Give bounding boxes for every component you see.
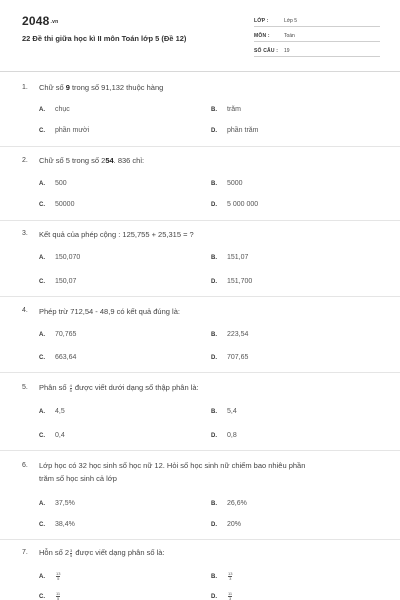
option-a[interactable]: A. 37,5% (39, 500, 75, 507)
header-divider (0, 71, 400, 72)
option-a[interactable]: A. 70,765 (39, 331, 77, 338)
option-b[interactable]: B. 5000 (211, 180, 243, 187)
question-number: 1. (22, 84, 28, 91)
fraction: $\frac{3}{5}$ (70, 547, 73, 558)
meta-value: Toán (284, 32, 295, 39)
meta-key: LỚP : (254, 17, 269, 24)
option-b[interactable]: B. 223,54 (211, 331, 249, 338)
meta-subject (254, 30, 380, 42)
question-text: Hỗn số 2 $\frac{3}{5}$ được viết dạng phân số là: (39, 547, 165, 558)
option-b[interactable]: B. 5,4 (211, 408, 237, 415)
option-c[interactable]: C. 0,4 (39, 432, 65, 439)
question-text: Chữ số 9 trong số 91,132 thuộc hàng (39, 83, 164, 92)
option-b[interactable]: B. 151,07 (211, 254, 249, 261)
option-c[interactable]: C. phần mười (39, 127, 90, 134)
option-a[interactable]: A. 500 (39, 180, 67, 187)
question-number: 4. (22, 307, 28, 314)
meta-value: 19 (284, 47, 290, 54)
question-number: 3. (22, 230, 28, 237)
question-text: Chữ số 5 trong số 254. 836 chỉ: (39, 156, 145, 165)
option-d[interactable]: D. phần trăm (211, 127, 259, 134)
meta-key: SỐ CÂU : (254, 47, 279, 54)
meta-question-count (254, 45, 380, 57)
meta-grade (254, 15, 380, 27)
fraction: $\frac{4}{5}$ (69, 382, 72, 393)
option-d[interactable]: D. 707,65 (211, 354, 249, 361)
question-text: Kết quả của phép cộng : 125,755 + 25,315 = ? (39, 230, 194, 239)
option-c[interactable]: C. 50000 (39, 201, 75, 208)
option-b[interactable]: B. $\frac{13}{3}$ (211, 571, 233, 581)
option-d[interactable]: D. 5 000 000 (211, 201, 259, 208)
option-b[interactable]: B. 26,6% (211, 500, 247, 507)
question-text: Lớp học có 32 học sinh số học nữ 12. Hỏi số học sinh nữ chiếm bao nhiêu phần trăm số học sinh cả lớp (39, 461, 306, 483)
logo-suffix: .vn (50, 18, 59, 25)
question-number: 2. (22, 157, 28, 164)
meta-value: Lớp 5 (284, 17, 298, 24)
option-d[interactable]: D. $\frac{11}{3}$ (211, 591, 233, 600)
logo-main: 2048 (22, 14, 50, 28)
question-number: 6. (22, 462, 28, 469)
meta-key: MÔN : (254, 32, 270, 39)
option-d[interactable]: D. 20% (211, 521, 242, 528)
option-c[interactable]: C. 663,64 (39, 354, 77, 361)
site-logo[interactable] (22, 14, 58, 28)
question-divider (0, 296, 400, 297)
question-text: Phép trừ 712,54 - 48,9 có kết quả đúng là: (39, 307, 180, 316)
question-number: 7. (22, 549, 28, 556)
option-a[interactable]: A. chục (39, 106, 70, 113)
option-c[interactable]: C. $\frac{11}{5}$ (39, 591, 61, 600)
exam-header (0, 0, 400, 70)
option-d[interactable]: D. 151,700 (211, 278, 253, 285)
option-a[interactable]: A. $\frac{13}{5}$ (39, 571, 61, 581)
fraction: $\frac{11}{5}$ (56, 591, 61, 600)
exam-title: 22 Đề thi giữa học kì II môn Toán lớp 5 (Đề 12) (22, 34, 187, 43)
option-a[interactable]: A. 4,5 (39, 408, 65, 415)
question-divider (0, 146, 400, 147)
fraction: $\frac{11}{3}$ (228, 591, 233, 600)
question-divider (0, 450, 400, 451)
fraction: $\frac{13}{5}$ (56, 571, 61, 581)
option-b[interactable]: B. trăm (211, 106, 241, 113)
option-d[interactable]: D. 0,8 (211, 432, 237, 439)
option-c[interactable]: C. 150,07 (39, 278, 77, 285)
question-number: 5. (22, 384, 28, 391)
question-text: Phân số $\frac{4}{5}$ được viết dưới dạng số thập phân là: (39, 382, 199, 393)
fraction: $\frac{13}{3}$ (228, 571, 233, 581)
question-divider (0, 220, 400, 221)
option-a[interactable]: A. 150,070 (39, 254, 81, 261)
question-divider (0, 372, 400, 373)
option-c[interactable]: C. 38,4% (39, 521, 75, 528)
question-divider (0, 539, 400, 540)
